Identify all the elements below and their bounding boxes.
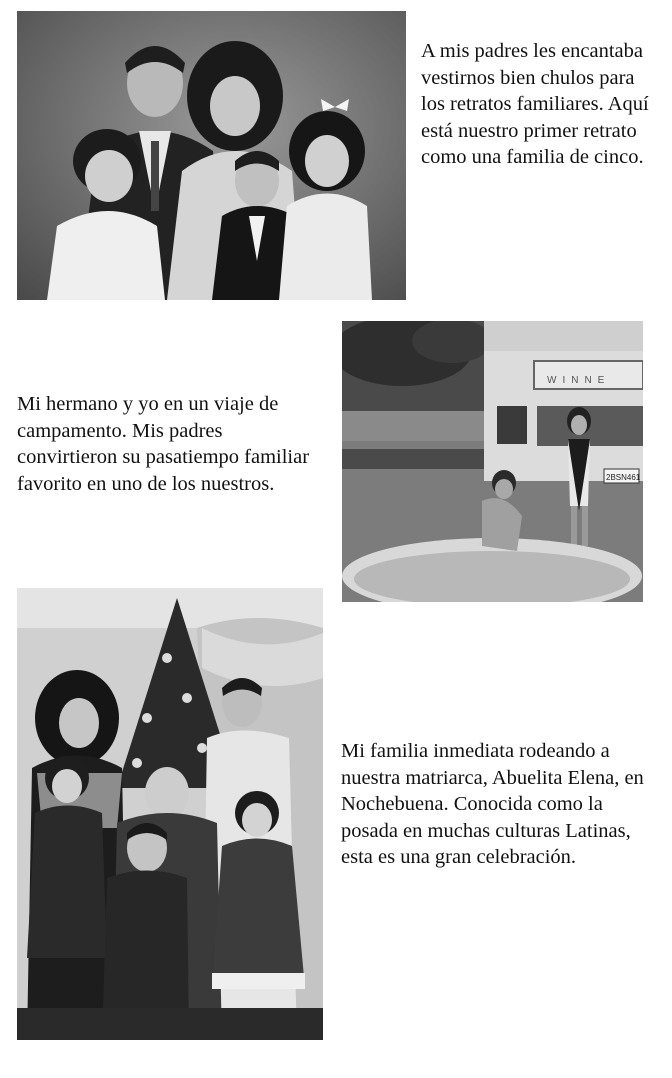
portrait-caption: A mis padres les encantaba vestirnos bien chulos para los retratos familiares. Aquí está nuestro primer retrato como una familia de cinco. xyxy=(421,40,649,168)
nochebuena-caption: Mi familia inmediata rodeando a nuestra matriarca, Abuelita Elena, en Nochebuena. Conocida como la posada en muchas culturas Latinas, esta es una gran celebración. xyxy=(341,740,644,868)
license-plate-text: 2BSN461 xyxy=(606,473,641,482)
nochebuena-photo xyxy=(17,588,323,1040)
camping-photo xyxy=(342,321,643,602)
nochebuena-image xyxy=(17,588,323,1040)
camping-image xyxy=(342,321,643,602)
family-portrait-image xyxy=(17,11,406,300)
camping-caption: Mi hermano y yo en un viaje de campamento. Mis padres convirtieron su pasatiempo familiar favorito en uno de los nuestros. xyxy=(17,393,310,495)
family-portrait-photo xyxy=(17,11,406,300)
rv-brand-text: WINNE xyxy=(547,375,611,386)
